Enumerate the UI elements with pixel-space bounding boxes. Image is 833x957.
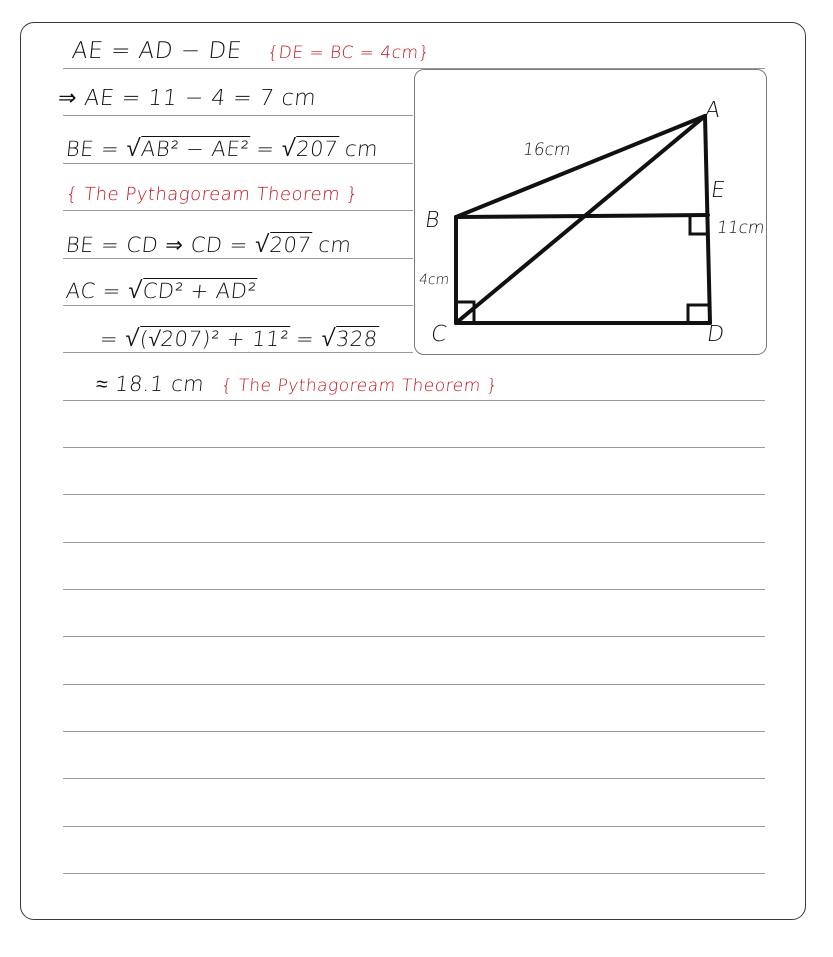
side-label-ed: 11cm (715, 218, 766, 238)
note-line-4 (65, 184, 360, 205)
side-label-ab: 16cm (521, 140, 572, 160)
ruled-line (63, 115, 413, 116)
ruled-line (63, 494, 765, 495)
ruled-line (63, 589, 765, 590)
sqrt-icon: √ (319, 324, 337, 352)
vertex-label-b: B (423, 208, 442, 233)
sqrt-icon: √ (280, 134, 297, 162)
equation-part: = (287, 327, 323, 351)
vertex-label-e: E (709, 178, 727, 203)
ruled-line (63, 826, 765, 827)
radicand: 328 (334, 327, 379, 351)
ruled-line (63, 684, 765, 685)
note-line-1 (71, 38, 432, 64)
equation-part: = (247, 137, 283, 161)
sqrt-icon: √ (126, 276, 144, 304)
note-line-3 (64, 134, 379, 163)
radicand: CD² + AD² (141, 279, 258, 303)
vertex-label-c: C (429, 322, 449, 347)
vertex-label-d: D (705, 322, 726, 347)
geometry-diagram (414, 69, 767, 355)
equation-part: = (98, 327, 127, 351)
annotation: { The Pythagoream Theorem } (220, 376, 500, 396)
ruled-line (63, 400, 765, 401)
equation-part: BE = (64, 137, 128, 161)
ruled-line (63, 542, 765, 543)
equation-part: cm (336, 137, 380, 161)
note-line-7 (98, 324, 379, 353)
annotation: {DE = BC = 4cm} (266, 43, 431, 63)
vertex-label-a: A (703, 98, 722, 123)
radicand: AB² − AE² (139, 137, 251, 161)
note-line-2 (57, 86, 318, 111)
ruled-line (63, 636, 765, 637)
note-line-5 (64, 230, 353, 259)
sqrt-icon: √ (253, 230, 271, 258)
radicand: 207 (268, 233, 313, 257)
sqrt-icon: √ (125, 134, 142, 162)
sqrt-icon: √ (123, 324, 141, 352)
radicand: (√207)² + 11² (138, 327, 291, 351)
equation: AE = AD − DE (70, 38, 244, 64)
ruled-line (63, 778, 765, 779)
equation-part: AC = (64, 279, 130, 303)
ruled-line (63, 731, 765, 732)
annotation: { The Pythagoream Theorem } (64, 184, 360, 205)
side-label-bc: 4cm (417, 272, 451, 288)
equation-part: cm (309, 233, 353, 257)
note-line-8 (95, 372, 500, 397)
ruled-line (63, 305, 413, 306)
ruled-line (63, 447, 765, 448)
note-line-6 (64, 276, 257, 305)
ruled-line (63, 210, 413, 211)
equation: ≈ 18.1 cm (94, 372, 206, 396)
radicand: 207 (294, 137, 340, 161)
ruled-line (63, 873, 765, 874)
ruled-line (63, 163, 413, 164)
equation-part: BE = CD ⇒ CD = (64, 233, 257, 257)
equation: ⇒ AE = 11 − 4 = 7 cm (56, 86, 318, 111)
